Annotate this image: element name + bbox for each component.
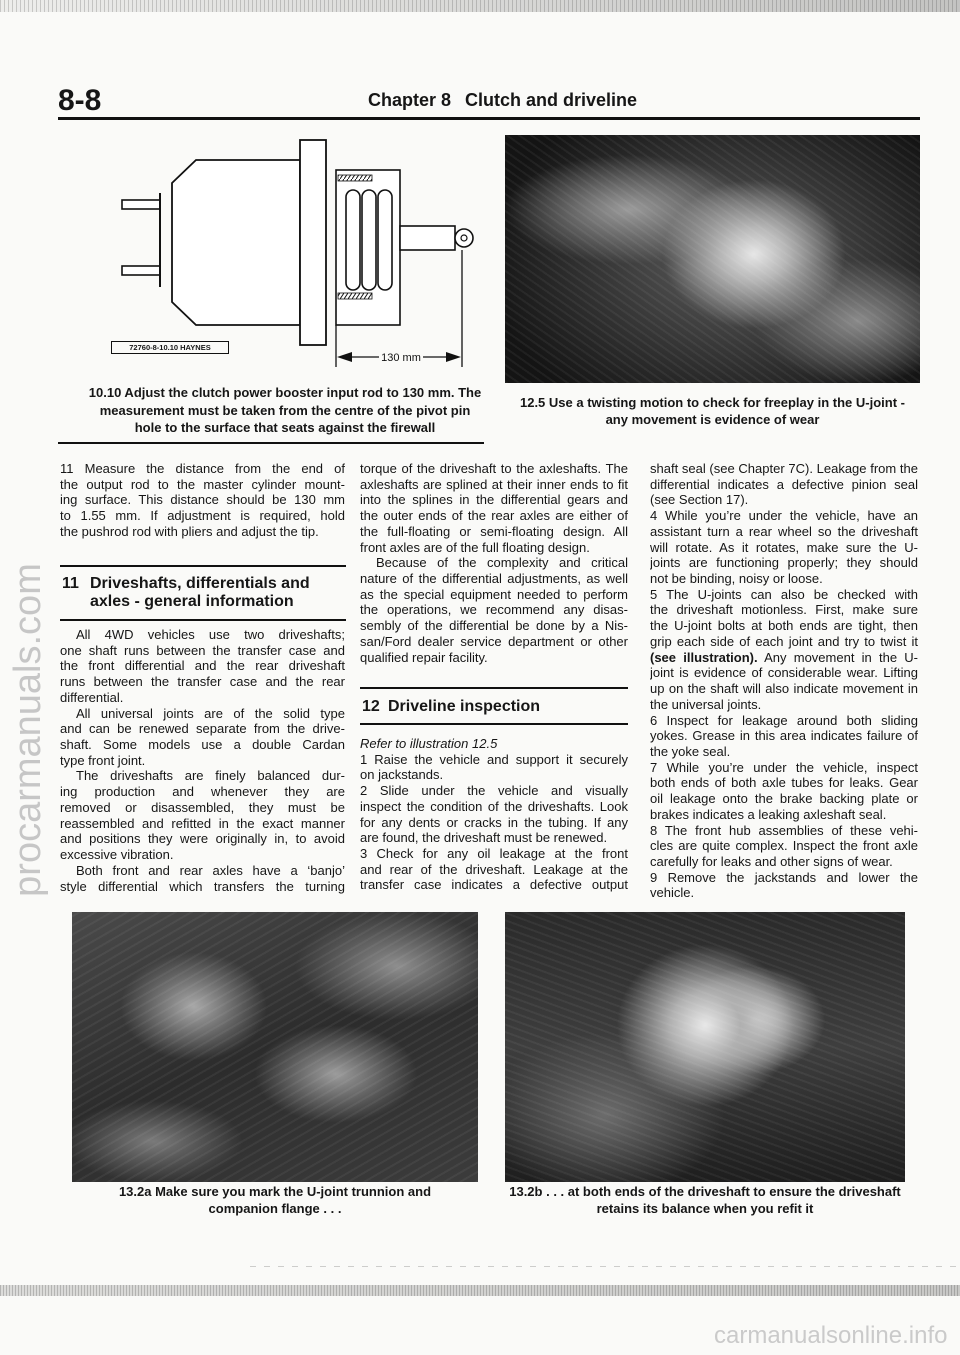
section-11-title xyxy=(90,575,310,611)
text-line: as the special equipment needed to perform xyxy=(360,586,628,602)
text-line: style differential which transfers the turning xyxy=(60,878,345,894)
mounting-stud-upper xyxy=(122,200,160,209)
section-11-number: 11 xyxy=(62,575,79,592)
text-line: All 4WD vehicles use two driveshafts; xyxy=(76,627,345,642)
text-fragment: Any movement in the U- xyxy=(764,649,918,665)
pivot-pin-hole xyxy=(461,235,467,241)
chapter-heading xyxy=(368,89,637,111)
text-line: shaft. Some models use a double Cardan xyxy=(60,737,345,753)
text-line: reassembled and refitted in the exact manner xyxy=(60,815,345,831)
text-line: and can be renewed separate from the drive- xyxy=(60,721,345,737)
text-line: ing production and whenever they are xyxy=(60,784,345,800)
text-line: and positions they were originally in, to avoid xyxy=(60,831,345,847)
photo-driveshaft-end-marking xyxy=(505,912,905,1182)
watermark-bottom-right: carmanualsonline.info xyxy=(714,1322,948,1349)
text-line: ing surface. This distance should be 130 mm xyxy=(60,492,345,508)
text-line xyxy=(650,650,918,666)
text-line: torque of the driveshaft to the axleshafts. The xyxy=(360,461,628,476)
text-line: for any dents or cracks in the tubing. If any xyxy=(360,814,628,830)
column2-steps xyxy=(360,736,628,893)
caption-line: measurement must be taken from the centre of the pivot pin xyxy=(99,402,471,418)
text-line: joints are functioning properly; they should xyxy=(650,555,918,571)
text-line: the full-floating or semi-floating design. All xyxy=(360,523,628,539)
caption-10-10 xyxy=(68,384,502,437)
booster-body xyxy=(172,160,300,325)
chapter-label: Chapter 8 xyxy=(368,90,452,110)
page-number: 8-8 xyxy=(58,84,102,117)
caption-line: retains its balance when you refit it xyxy=(596,1201,814,1216)
text-line: 9 Remove the jackstands and lower the xyxy=(650,869,918,885)
text-line: shaft seal (see Chapter 7C). Leakage from the xyxy=(650,461,918,476)
caption-line: 13.2a Make sure you mark the U-joint trunnion and xyxy=(118,1184,432,1199)
text-line: sembly of the differential be done by a Nis- xyxy=(360,618,628,634)
scan-dashed-line xyxy=(250,1266,960,1267)
section-11-rule-top xyxy=(60,565,346,567)
caption-line: 12.5 Use a twisting motion to check for freeplay in the U-joint - xyxy=(519,395,905,410)
illustration-link-text: (see illustration). xyxy=(650,649,758,665)
thread-upper xyxy=(338,175,372,181)
text-line: The driveshafts are finely balanced dur- xyxy=(76,768,345,784)
text-line: qualified repair facility. xyxy=(360,649,488,665)
text-line: runs between the transfer case and the rear xyxy=(60,674,345,690)
text-line: the U-joint bolts at both ends are tight, then xyxy=(650,618,918,634)
text-line: carefully for leaks and other signs of wear. xyxy=(650,853,893,869)
text-line: the universal joints. xyxy=(650,696,762,712)
text-line: the pushrod rod with pliers and adjust the tip. xyxy=(60,523,319,539)
text-line: the driveshaft motionless. First, make sure xyxy=(650,602,918,618)
text-line: type front joint. xyxy=(60,752,146,768)
column1-body xyxy=(60,627,345,894)
text-line: 8 The front hub assemblies of these vehi- xyxy=(650,822,918,838)
section-12-number: 12 xyxy=(362,698,380,715)
mounting-stud-lower xyxy=(122,266,160,275)
text-line: 2 Slide under the vehicle and visually xyxy=(360,783,628,799)
text-line: 3 Check for any oil leakage at the front xyxy=(360,846,628,862)
text-line: 1 Raise the vehicle and support it securely xyxy=(360,751,628,767)
text-line: one shaft runs between the transfer case and xyxy=(60,642,345,658)
text-line: the output rod to the master cylinder mount- xyxy=(60,476,345,492)
text-line: 11 Measure the distance from the end of xyxy=(60,461,345,476)
text-line: the outer ends of the rear axles are either of xyxy=(360,508,628,524)
text-line: joint is evidence of considerable wear. Lifting xyxy=(650,665,918,681)
section-12-rule-bottom xyxy=(360,723,628,725)
caption-13-2b xyxy=(495,1183,915,1217)
text-line: vehicle. xyxy=(650,885,695,901)
text-line: differential indicates a defective pinion seal xyxy=(650,476,918,492)
bellows-fold-2 xyxy=(362,190,376,290)
text-line: both ends of both axle tubes for leaks. Gear xyxy=(650,775,918,791)
text-line: the operations, we recommend any disas- xyxy=(360,602,628,618)
illustration-reference: Refer to illustration 12.5 xyxy=(360,736,498,751)
section-12-title: Driveline inspection xyxy=(388,698,541,715)
text-line: up on the shaft will also indicate movement in xyxy=(650,681,918,697)
text-line: assistant turn a rear wheel so the driveshaft xyxy=(650,523,918,539)
chapter-title: Clutch and driveline xyxy=(465,90,638,110)
text-line: brakes indicates a leaking axleshaft seal. xyxy=(650,806,887,822)
figure-rule xyxy=(58,442,484,444)
text-line: yokes. Grease in this area indicates failure of xyxy=(650,728,918,744)
dimension-arrow-right xyxy=(446,352,461,362)
text-line: 4 While you’re under the vehicle, have an xyxy=(650,508,918,524)
caption-line: any movement is evidence of wear xyxy=(605,412,820,427)
text-line: cles are quite complex. Inspect the front axle xyxy=(650,838,918,854)
scan-noise-top xyxy=(0,0,960,12)
text-line: oil leakage onto the brake backing plate or xyxy=(650,791,918,807)
section-12-rule-top xyxy=(360,687,628,689)
caption-line: companion flange . . . xyxy=(208,1201,342,1216)
text-line: into the splines in the differential gears and xyxy=(360,492,628,508)
booster-flange xyxy=(300,140,326,345)
text-line: on jackstands. xyxy=(360,767,444,783)
text-line: differential. xyxy=(60,689,124,705)
figure-part-code: 72760-8-10.10 HAYNES xyxy=(111,341,229,354)
dimension-arrow-left xyxy=(337,352,352,362)
text-line: All universal joints are of the solid type xyxy=(76,705,345,721)
text-line: inspect the condition of the driveshafts. Look xyxy=(360,798,628,814)
text-line: and rear of the driveshaft. Leakage at the xyxy=(360,861,628,877)
text-line: removed or disassembled, they must be xyxy=(60,799,345,815)
text-line: excessive vibration. xyxy=(60,847,174,863)
text-line: Both front and rear axles have a ‘banjo’ xyxy=(76,862,345,878)
heading-line: axles - general information xyxy=(90,593,294,610)
text-line: Because of the complexity and critical xyxy=(376,555,628,571)
photo-u-joint-freeplay-check xyxy=(505,135,920,383)
text-line: 6 Inspect for leakage around both sliding xyxy=(650,712,918,728)
caption-12-5 xyxy=(505,394,920,428)
bellows-fold-1 xyxy=(346,190,360,290)
text-line: grip each side of each joint and try to twist it xyxy=(650,633,918,649)
caption-line: hole to the surface that seats against the firewall xyxy=(134,420,436,435)
bellows-fold-3 xyxy=(378,190,392,290)
text-line: (see Section 17). xyxy=(650,492,749,508)
column3-body xyxy=(650,461,918,901)
caption-line: 10.10 Adjust the clutch power booster input rod to 130 mm. The xyxy=(88,385,482,400)
thread-lower xyxy=(338,293,372,299)
text-line: the front differential and the rear driveshaft xyxy=(60,658,345,674)
input-rod xyxy=(400,226,455,250)
photo-u-joint-trunnion-marking xyxy=(72,912,478,1182)
caption-line: 13.2b . . . at both ends of the driveshaft to ensure the driveshaft xyxy=(509,1184,901,1199)
text-line: san/Ford dealer service department or other xyxy=(360,633,628,649)
text-line: front axles are of the full floating design. xyxy=(360,539,590,555)
column2-body xyxy=(360,461,628,665)
text-line: not be binding, noisy or loose. xyxy=(650,571,823,587)
booster-diagram xyxy=(100,125,490,370)
dimension-label: 130 mm xyxy=(381,352,421,364)
text-line: 5 The U-joints can also be checked with xyxy=(650,586,918,602)
header-rule xyxy=(58,117,920,120)
text-line: 7 While you’re under the vehicle, inspect xyxy=(650,759,918,775)
watermark-left: procarmanuals.com xyxy=(7,563,49,897)
text-line: transfer case indicates a defective output xyxy=(360,877,628,893)
text-line: will rotate. As it rotates, make sure the U- xyxy=(650,539,918,555)
text-line: nature of the differential adjustments, as well xyxy=(360,571,628,587)
text-line: the yoke seal. xyxy=(650,743,731,759)
text-line: axleshafts are splined at their inner ends to fit xyxy=(360,476,628,492)
section-11-rule-bottom xyxy=(60,619,346,621)
column1-paragraph-11 xyxy=(60,461,345,540)
caption-13-2a xyxy=(70,1183,480,1217)
text-line: are found, the driveshaft must be renewed. xyxy=(360,830,608,846)
scan-noise-bottom xyxy=(0,1285,960,1296)
text-line: to 1.55 mm. If adjustment is required, hold xyxy=(60,508,345,524)
heading-line: Driveshafts, differentials and xyxy=(90,575,310,592)
